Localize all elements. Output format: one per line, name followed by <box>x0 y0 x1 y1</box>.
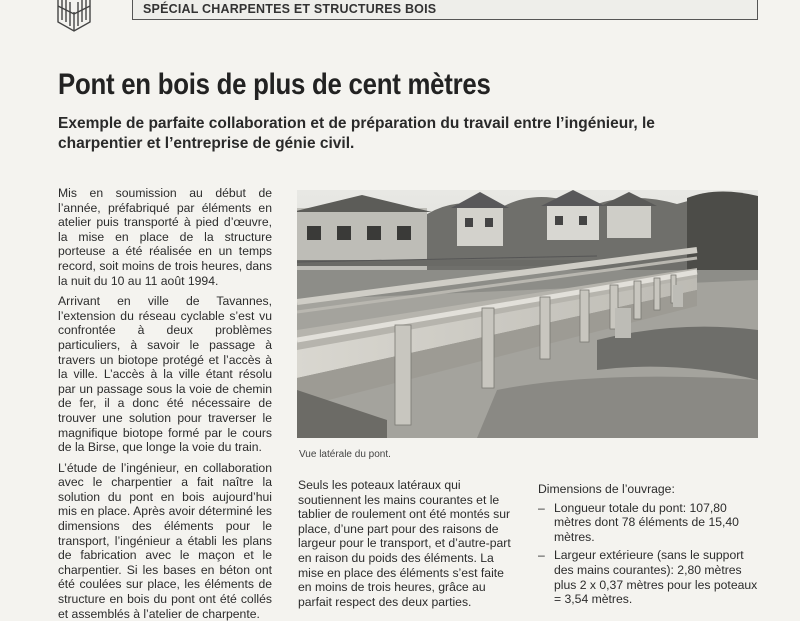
dimensions-list <box>538 501 760 607</box>
paragraph: Mis en soumission au début de l’année, préfabriqué par éléments en atelier puis transporté à pied d’œuvre, la mise en place de la structure porteuse a été réalisée en un temps record, soit moins de trois heures, dans la nuit du 10 au 11 août 1994. <box>58 186 272 288</box>
section-label: SPÉCIAL CHARPENTES ET STRUCTURES BOIS <box>143 2 437 16</box>
dimensions-title: Dimensions de l’ouvrage: <box>538 482 675 496</box>
column-2 <box>298 478 516 609</box>
column-1 <box>58 186 272 621</box>
cube-logo-icon <box>52 0 96 32</box>
paragraph: Arrivant en ville de Tavannes, l’extension du réseau cyclable s’est vu confrontée à deux problèmes particuliers, à savoir le passage à travers un biotope protégé et l’accès à la ville. L’accès à la ville étant résolu par un passage sous la voie de chemin de fer, il a donc été nécessaire de trouver une solution pour traverser le magnifique biotope formé par le cours de la Birse, que longe la voie du train. <box>58 294 272 455</box>
article-subtitle: Exemple de parfaite collaboration et de préparation du travail entre l’ingénieur, le charpentier et l’entreprise de génie civil. <box>58 115 655 152</box>
section-banner <box>132 0 758 20</box>
paragraph: Seuls les poteaux latéraux qui soutiennent les mains courantes et le tablier de roulement ont été montés sur place, d’une part pour des raisons de largeur pour le transport, et d’autre-part en raison du poids des éléments. La mise en place des éléments s’est faite en moins de trois heures, grâce au parfait respect des deux parties. <box>298 478 511 609</box>
photo-caption: Vue latérale du pont. <box>299 449 391 460</box>
dimensions-box <box>538 482 760 611</box>
bridge-photo <box>297 190 758 438</box>
list-item: – Largeur extérieure (sans le support des mains courantes): 2,80 mètres plus 2 x 0,37 mètres pour les poteaux = 3,54 mètres. <box>538 548 760 606</box>
paragraph: L’étude de l’ingénieur, en collaboration avec le charpentier a fait naître la solution du pont en bois aujourd’hui mis en place. Après avoir déterminé les dimensions des éléments pour le transport, l’ingénieur a établi les plans de fabrication avec le maçon et le charpentier. Si les bases en béton ont été coulées sur place, les éléments de structure en bois du pont ont été collés et assemblés à l’atelier de charpente. <box>58 460 272 621</box>
list-item: – Longueur totale du pont: 107,80 mètres dont 78 éléments de 15,40 mètres. <box>538 501 760 545</box>
article-title: Pont en bois de plus de cent mètres <box>58 68 491 101</box>
